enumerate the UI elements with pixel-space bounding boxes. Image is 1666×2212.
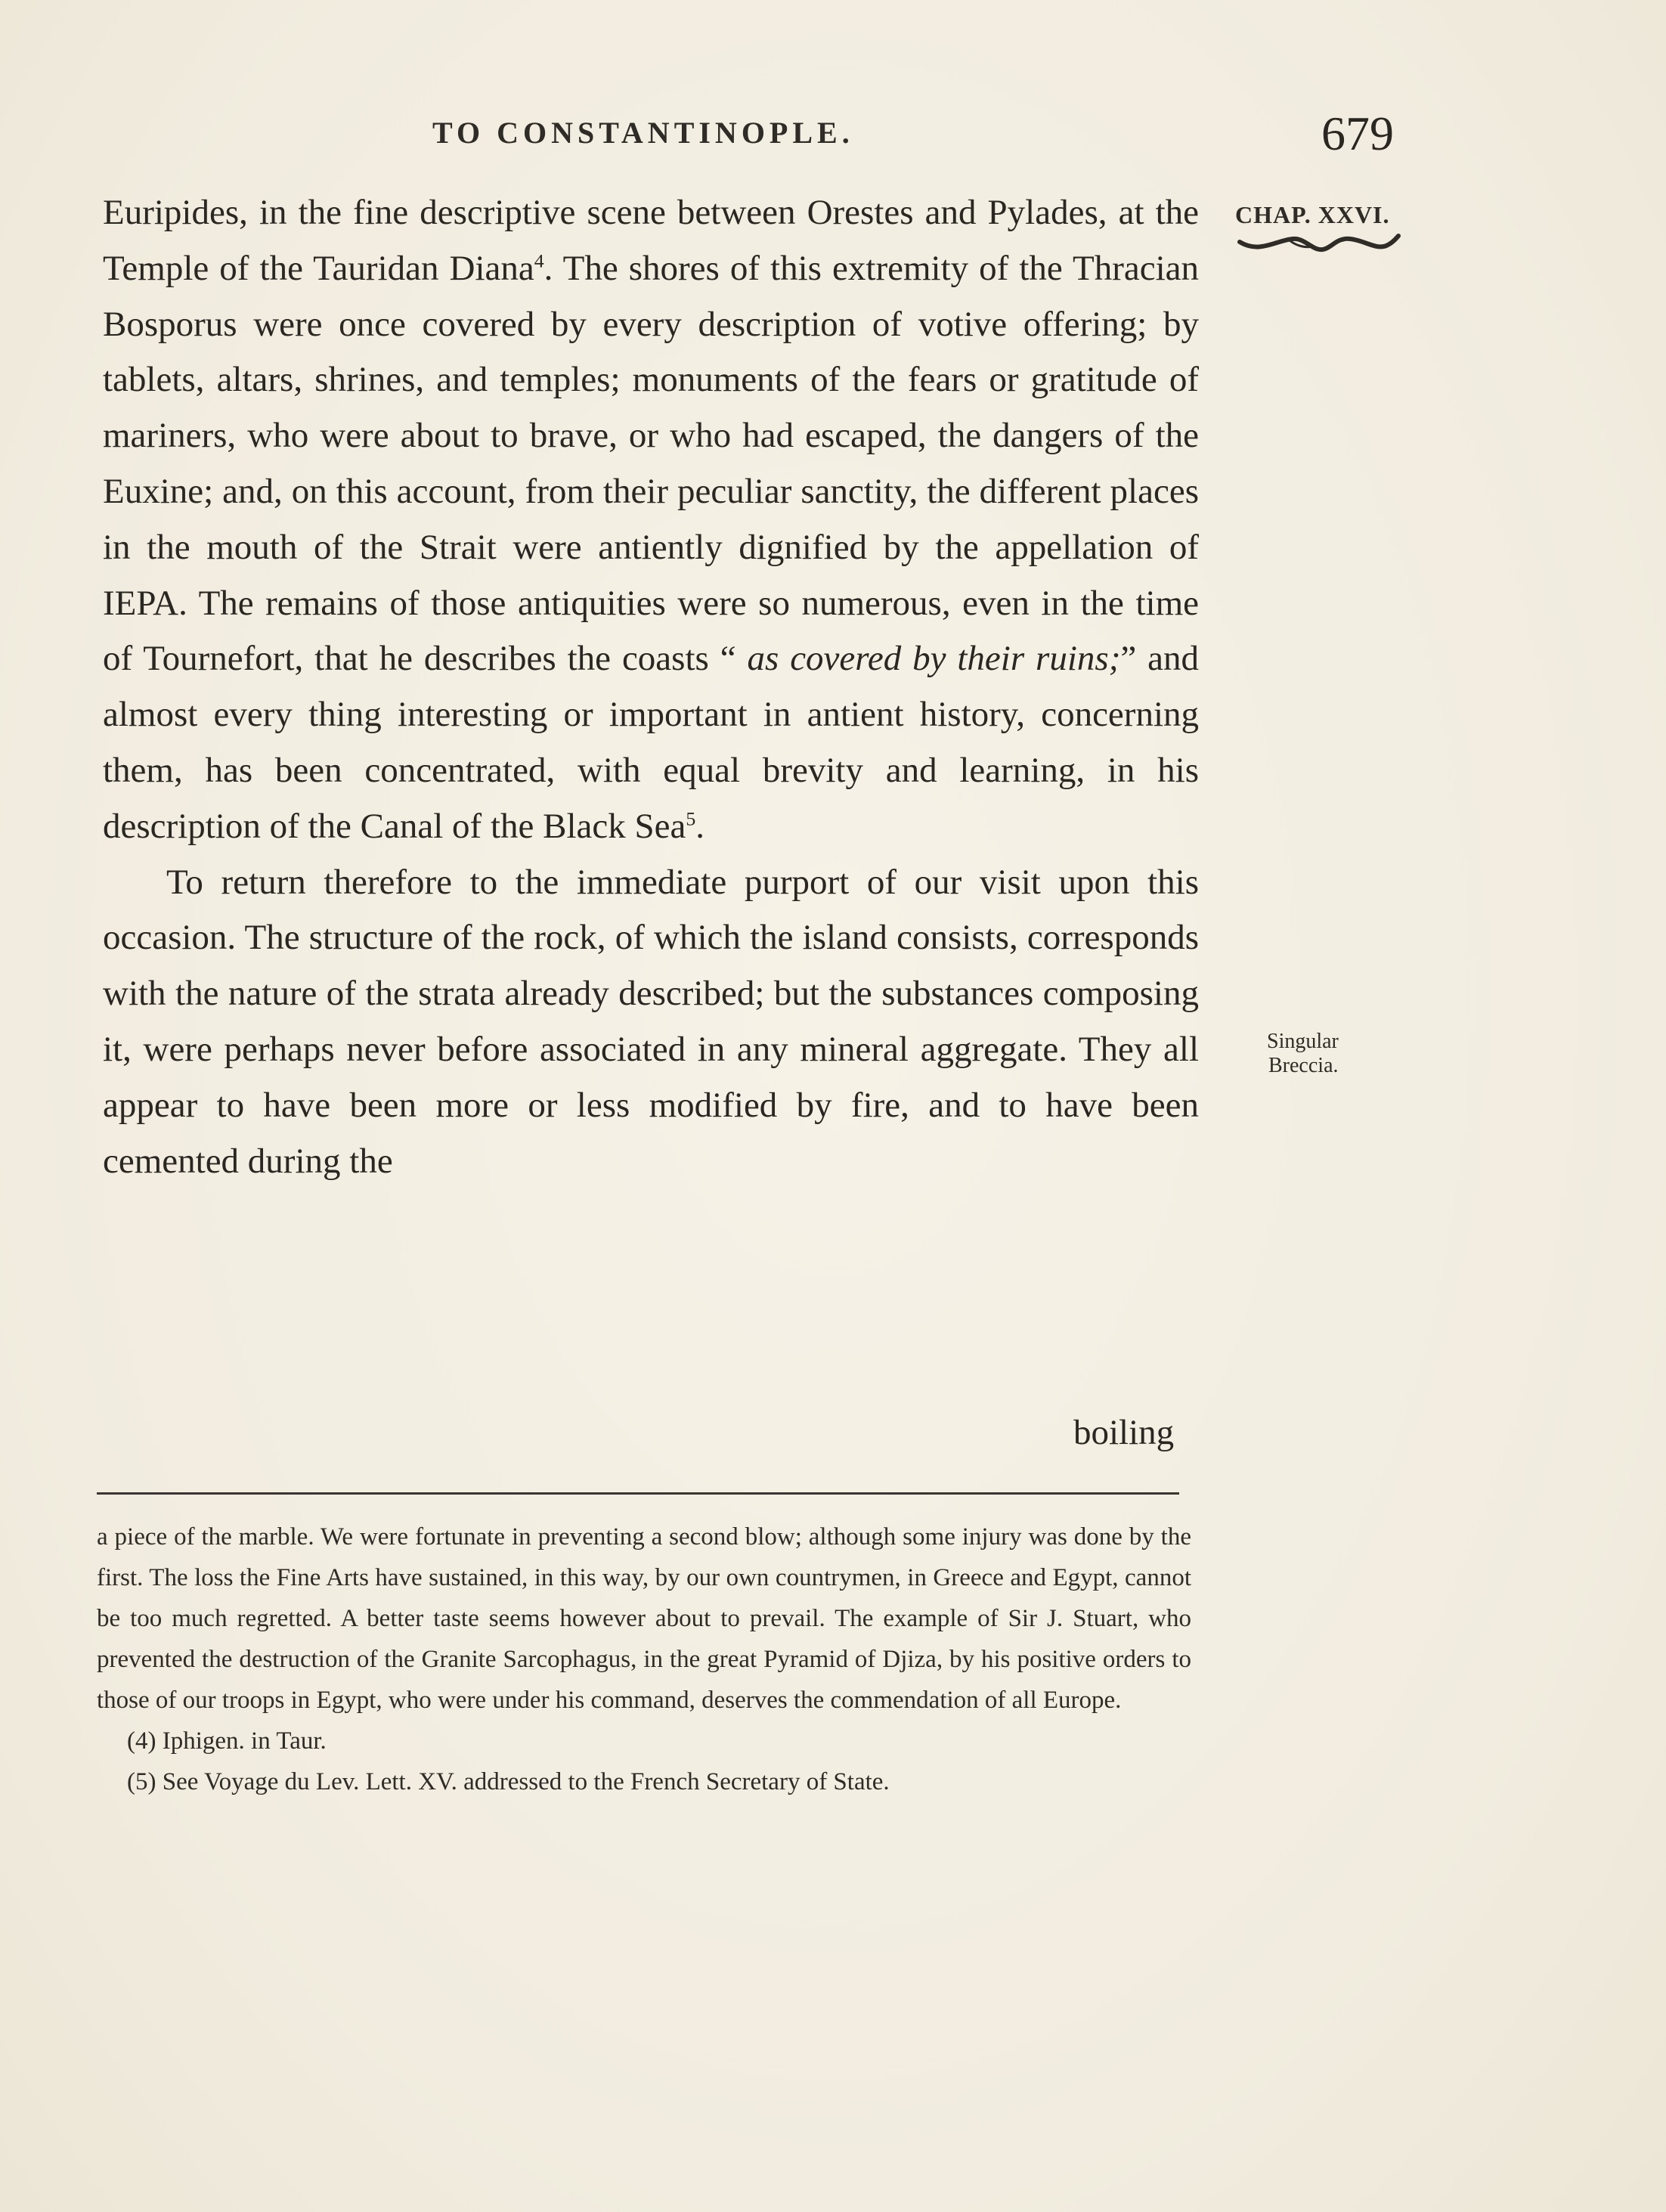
footnotes <box>97 1516 1191 1802</box>
sidenote-line-1: Singular <box>1267 1030 1339 1053</box>
flourish-ornament-icon <box>1237 231 1401 263</box>
footnote-ref-5: 5 <box>686 807 696 830</box>
running-title: TO CONSTANTINOPLE. <box>432 116 854 150</box>
page-number: 679 <box>1321 107 1394 160</box>
main-text <box>103 185 1199 1189</box>
paragraph-1-part-d: . <box>695 806 705 846</box>
sidenote-line-2: Breccia. <box>1268 1054 1339 1077</box>
footnote-ref-4: 4 <box>534 249 544 272</box>
paragraph-1-part-a: Euripides, in the fine descriptive scene between Orestes and Pylades, at the Temple of the Tauridan Diana <box>103 193 1199 288</box>
paragraph-1-part-c: ” and almost every thing interesting or important in antient history, concerning them, has been concentrated, with equal brevity and learning, in his description of the Canal of the Black Sea <box>103 639 1199 846</box>
footnote-4-text: Iphigen. in Taur. <box>162 1727 327 1755</box>
footnote-continuation: a piece of the marble. We were fortunate in preventing a second blow; although some injury was done by the first. The loss the Fine Arts have sustained, in this way, by our own countrymen, in Greece and Egypt, cannot be too much regretted. A better taste seems however about to prevail. The example of Sir J. Stuart, who prevented the destruction of the Granite Sarcophagus, in the great Pyramid of Djiza, by his positive orders to those of our troops in Egypt, who were under his command, deserves the commendation of all Europe. <box>97 1523 1191 1714</box>
footnote-5-mark: (5) <box>127 1768 156 1795</box>
paragraph-1-part-b: . The shores of this extremity of the Thracian Bosporus were once covered by every description of votive offering; by tablets, altars, shrines, and temples; monuments of the fears or gratitude of mariners, who were about to brave, or who had escaped, the dangers of the Euxine; and, on this account, from their peculiar sanctity, the different places in the mouth of the Strait were antiently dignified by the appellation of IEPA. The remains of those antiquities were so numerous, even in the time of Tournefort, that he describes the coasts “ <box>103 248 1199 679</box>
footnote-4 <box>97 1721 1191 1761</box>
paragraph-2: To return therefore to the immediate purport of our visit upon this occasion. The structure of the rock, of which the island consists, corresponds with the nature of the strata already described; but the substances composing it, were perhaps never before associated in any mineral aggregate. They all appear to have been more or less modified by fire, and to have been cemented during the <box>103 862 1199 1181</box>
chapter-label: CHAP. XXVI. <box>1235 201 1390 228</box>
footnote-5-text: See Voyage du Lev. Lett. XV. addressed to the French Secretary of State. <box>162 1768 890 1795</box>
footnote-4-mark: (4) <box>127 1727 156 1755</box>
catchword: boiling <box>1073 1413 1175 1452</box>
footnote-divider <box>97 1492 1179 1495</box>
footnote-5 <box>97 1761 1191 1802</box>
margin-sidenote <box>1267 1030 1339 1078</box>
quoted-phrase: as covered by their ruins; <box>747 639 1121 679</box>
paragraph-1 <box>103 185 1199 855</box>
